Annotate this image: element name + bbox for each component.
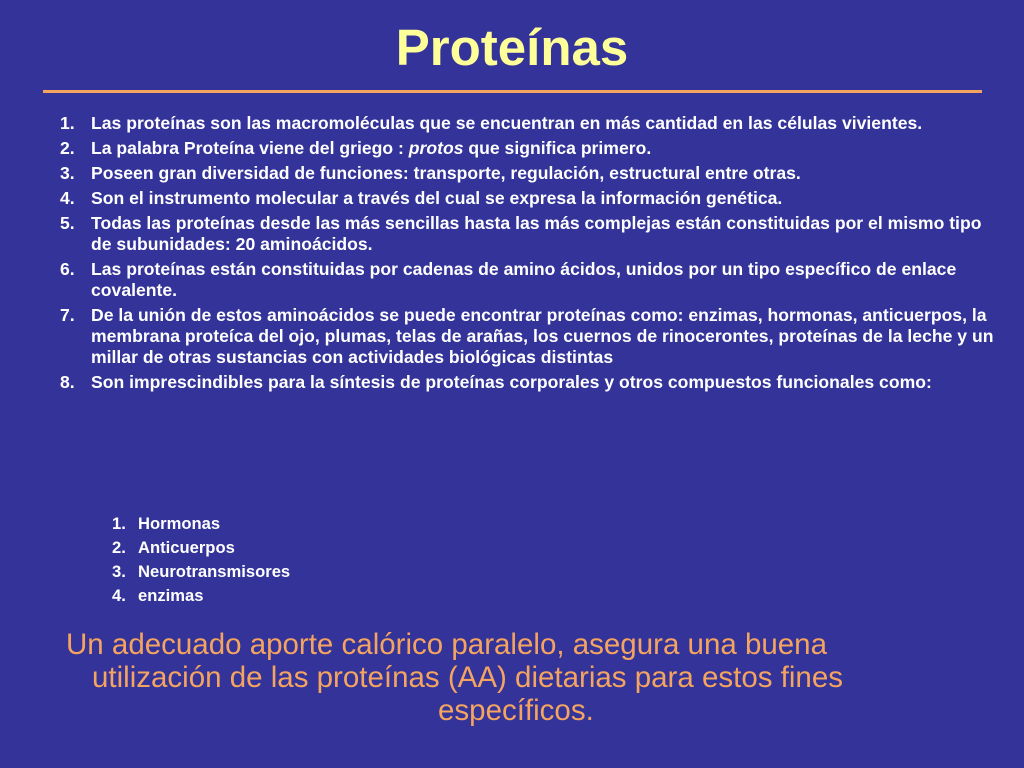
functional-compounds-list [106,512,290,608]
sublist-item-text: Anticuerpos [138,538,235,557]
list-item [54,113,1004,134]
sublist-item [106,536,290,560]
item-number: 5. [60,213,75,233]
item-number: 3. [60,163,75,183]
item-text: Las proteínas están constituidas por cadenas de amino ácidos, unidos por un tipo específico de enlace covalente. [91,259,957,300]
item-text-after: que significa primero. [463,138,652,158]
title-underline [43,90,982,93]
list-item [54,138,1004,159]
conclusion-line: específicos. [438,694,594,727]
list-item [54,305,1004,368]
list-item [54,188,1004,209]
list-item [54,213,1004,255]
sublist-item [106,584,290,608]
sublist-item [106,512,290,536]
item-text: De la unión de estos aminoácidos se puede encontrar proteínas como: enzimas, hormonas, anticuerpos, la membrana proteíca del ojo, plumas, telas de arañas, los cuernos de rinocerontes, proteínas de la leche y un millar de otras sustancias con actividades biológicas distintas [91,305,994,367]
main-points-list [54,113,1004,397]
slide-title: Proteínas [395,19,629,76]
item-text-italic: protos [408,138,464,158]
item-number: 6. [60,259,75,279]
item-number: 1. [60,113,75,133]
sublist-item-number: 3. [112,562,126,581]
item-text: Son el instrumento molecular a través del cual se expresa la información genética. [91,188,783,208]
item-text: Son imprescindibles para la síntesis de proteínas corporales y otros compuestos funcionales como: [91,372,932,392]
item-number: 4. [60,188,75,208]
sublist-item-text: enzimas [138,586,204,605]
item-text: Todas las proteínas desde las más sencillas hasta las más complejas están constituidas por el mismo tipo de subunidades: 20 aminoácidos. [91,213,982,254]
item-text-before: La palabra Proteína viene del griego : [91,138,409,158]
sublist-item [106,560,290,584]
sublist-item-number: 2. [112,538,126,557]
item-number: 8. [60,372,75,392]
item-text: Las proteínas son las macromoléculas que se encuentran en más cantidad en las células vivientes. [91,113,923,133]
sublist-item-number: 4. [112,586,126,605]
list-item [54,163,1004,184]
conclusion-line: Un adecuado aporte calórico paralelo, asegura una buena [66,628,827,661]
sublist-item-text: Hormonas [138,514,221,533]
conclusion-text [66,628,966,727]
item-number: 7. [60,305,75,325]
sublist-item-number: 1. [112,514,126,533]
conclusion-line: utilización de las proteínas (AA) dietarias para estos fines [92,661,843,694]
item-number: 2. [60,138,75,158]
item-text: Poseen gran diversidad de funciones: transporte, regulación, estructural entre otras. [91,163,801,183]
list-item [54,372,1004,393]
list-item [54,259,1004,301]
sublist-item-text: Neurotransmisores [138,562,291,581]
